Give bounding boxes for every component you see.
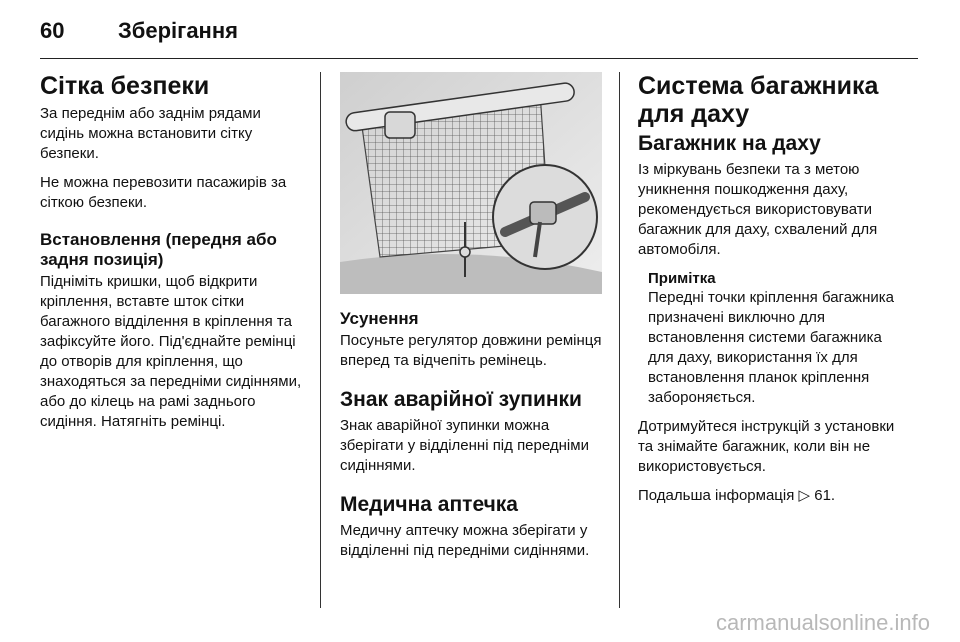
section-title-first-aid-kit: Медична аптечка xyxy=(340,493,518,517)
further-info xyxy=(638,486,904,506)
page-reference-arrow-icon: ▷ xyxy=(798,486,811,504)
page-header xyxy=(40,14,920,48)
column-divider-1 xyxy=(320,72,321,608)
column-left xyxy=(40,72,302,441)
column-middle xyxy=(340,72,602,570)
chapter-title: Зберігання xyxy=(118,18,238,43)
paragraph: Не можна перевозити пасажирів за сіткою безпеки. xyxy=(40,173,287,211)
safety-net-illustration xyxy=(340,72,602,294)
paragraph: Посуньте регулятор довжини ремінця вперед та відчепіть ремінець. xyxy=(340,332,602,370)
paragraph: За переднім або заднім рядами сидінь можна встановити сітку безпеки. xyxy=(40,105,261,162)
note-title: Примітка xyxy=(648,269,716,287)
header-rule xyxy=(40,58,918,59)
paragraph: Знак аварійної зупинки можна зберігати у відділенні під передніми сидіннями. xyxy=(340,417,589,475)
further-info-text: Подальша інформація xyxy=(638,486,795,504)
page-number: 60 xyxy=(40,18,65,43)
page-reference-link[interactable]: 61. xyxy=(814,486,836,504)
note-block xyxy=(648,269,904,408)
section-title-safety-net: Сітка безпеки xyxy=(40,72,210,100)
section-title-warning-triangle: Знак аварійної зупинки xyxy=(340,388,582,412)
subsection-title-roof-rack: Багажник на даху xyxy=(638,132,821,155)
subsection-title-removal: Усунення xyxy=(340,309,419,328)
paragraph: Підніміть кришки, щоб відкрити кріплення, вставте шток сітки багажного відділення в кріплення та зафіксуйте його. Під'єднайте ремінці до отворів для кріплення, що знаходяться за передніми сидіннями, або до кілець на рамі заднього сидіння. Натягніть ремінці. xyxy=(40,273,302,431)
section-title-roof-rack-system: Система багажника для даху xyxy=(638,72,879,128)
column-divider-2 xyxy=(619,72,620,608)
note-text: Передні точки кріплення багажника призначені виключно для встановлення системи багажника для даху, використання їх для встановлення планок кріплення забороняється. xyxy=(648,289,894,407)
paragraph: Із міркувань безпеки та з метою уникнення пошкодження даху, рекомендується використовувати багажник для даху, схвалений для автомобіля. xyxy=(638,161,878,258)
column-right xyxy=(638,72,904,515)
subsection-title-installation: Встановлення (передня або задня позиція) xyxy=(40,229,277,270)
paragraph: Медичну аптечку можна зберігати у відділенні під передніми сидіннями. xyxy=(340,522,590,560)
watermark: carmanualsonline.info xyxy=(715,610,930,635)
paragraph: Дотримуйтеся інструкцій з установки та знімайте багажник, коли він не використовується. xyxy=(638,417,895,475)
